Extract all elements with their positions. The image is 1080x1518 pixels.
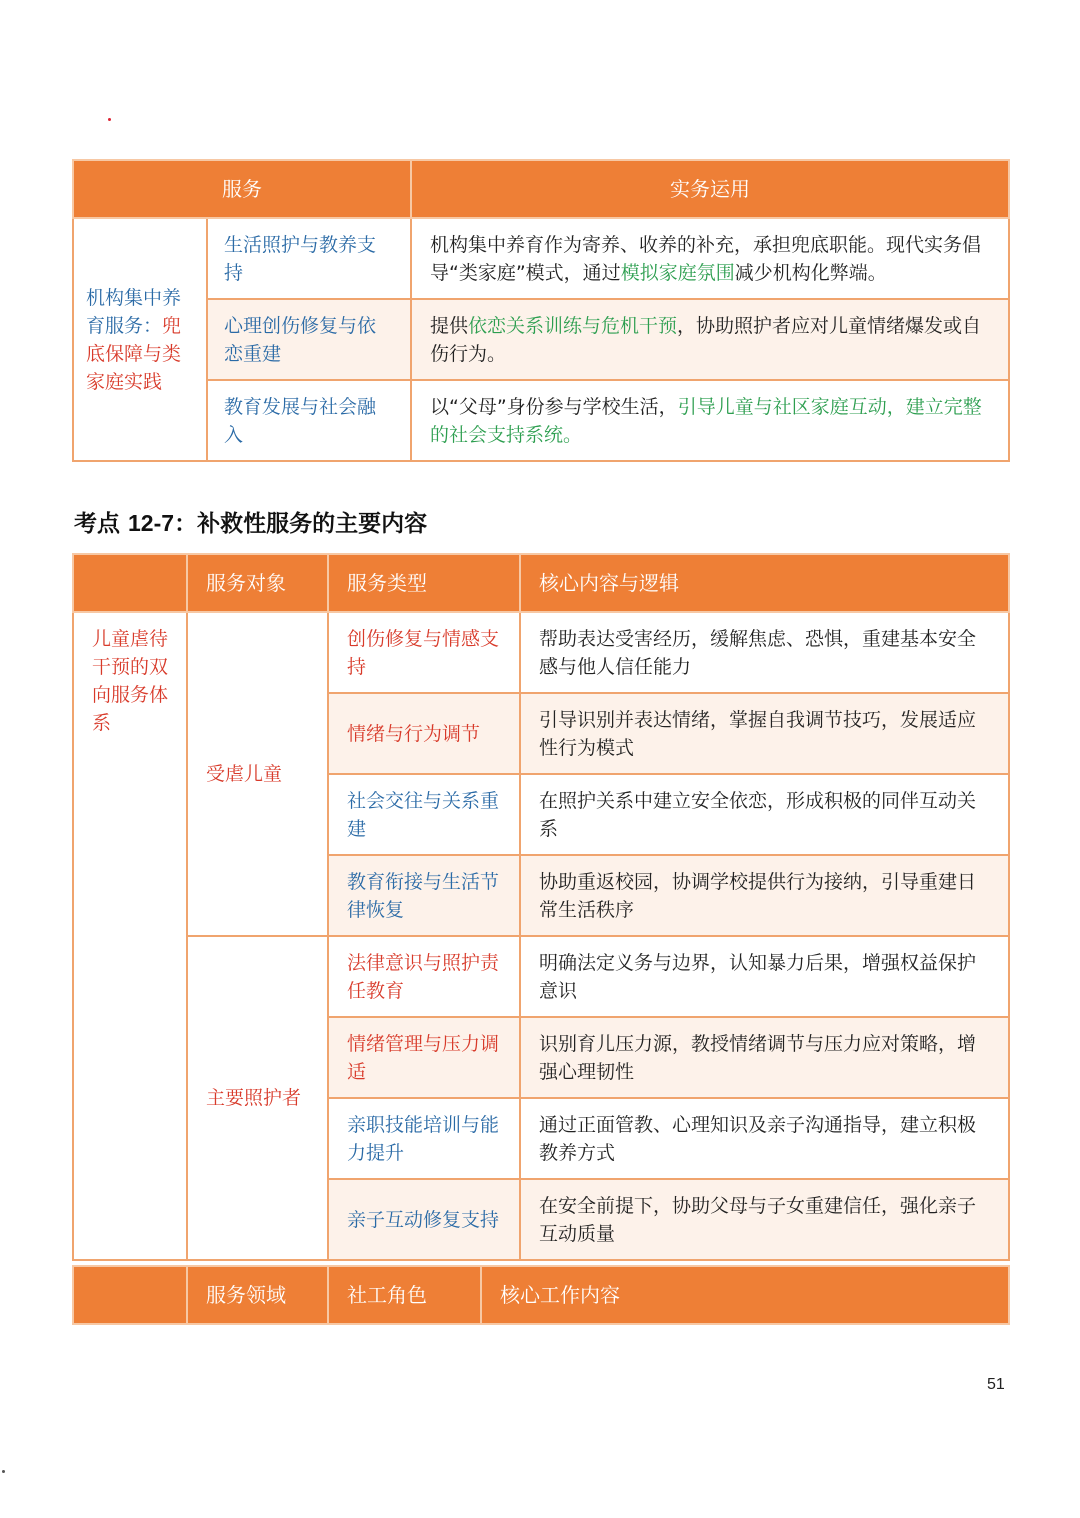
content-cell: 引导识别并表达情绪，掌握自我调节技巧，发展适应性行为模式 (520, 693, 1009, 774)
content-highlight: 依恋关系训练与危机干预 (468, 314, 678, 337)
content-text: 机构集中养育作为寄养、收养的补充，承担兜底职能。现代实务倡导“类家庭”模式，通过 (430, 233, 982, 284)
content-cell: 帮助表达受害经历，缓解焦虑、恐惧，重建基本安全感与他人信任能力 (520, 612, 1009, 693)
heading-number: 12-7 (128, 510, 175, 536)
content-cell (411, 218, 1009, 299)
header-practice: 实务运用 (411, 160, 1009, 218)
service-cell: 心理创伤修复与依恋重建 (207, 299, 411, 380)
type-cell: 亲子互动修复支持 (328, 1179, 520, 1260)
page-number: 51 (987, 1376, 1005, 1393)
type-cell: 亲职技能培训与能力提升 (328, 1098, 520, 1179)
main-category-cell (73, 218, 207, 461)
content-text: 提供 (430, 314, 469, 337)
service-cell: 生活照护与教养支持 (207, 218, 411, 299)
header-domain: 服务领域 (187, 1266, 328, 1324)
heading-title: ：补救性服务的主要内容 (174, 511, 428, 537)
header-core-work: 核心工作内容 (481, 1266, 1009, 1324)
header-target: 服务对象 (187, 554, 328, 612)
content-text: 减少机构化弊端。 (734, 261, 887, 284)
table-row (73, 299, 1009, 380)
content-text: ，协助照护者应对儿童情绪爆发或自伤行为。 (430, 314, 982, 365)
header-service: 服务 (73, 160, 411, 218)
content-cell: 通过正面管教、心理知识及亲子沟通指导，建立积极教养方式 (520, 1098, 1009, 1179)
type-cell: 法律意识与照护责任教育 (328, 936, 520, 1017)
header-content: 核心内容与逻辑 (520, 554, 1009, 612)
content-highlight: 引导儿童与社区家庭互动，建立完整的社会支持系统。 (430, 395, 982, 446)
section-heading (74, 505, 427, 538)
main-category-cell: 儿童虐待干预的双向服务体系 (73, 612, 187, 1260)
table-row (73, 612, 1009, 693)
table-header-row (73, 160, 1009, 218)
header-type: 服务类型 (328, 554, 520, 612)
header-blank (73, 554, 187, 612)
institutional-care-table (72, 159, 1010, 462)
table-row (73, 380, 1009, 461)
header-blank (73, 1266, 187, 1324)
header-role: 社工角色 (328, 1266, 481, 1324)
decorative-dot (108, 118, 111, 121)
content-cell (411, 299, 1009, 380)
content-cell: 明确法定义务与边界，认知暴力后果，增强权益保护意识 (520, 936, 1009, 1017)
content-cell (411, 380, 1009, 461)
type-cell: 情绪与行为调节 (328, 693, 520, 774)
decorative-dot (2, 1470, 5, 1473)
service-cell: 教育发展与社会融入 (207, 380, 411, 461)
content-cell: 在照护关系中建立安全依恋，形成积极的同伴互动关系 (520, 774, 1009, 855)
table-header-row (73, 1266, 1009, 1324)
target-cell: 主要照护者 (187, 936, 328, 1260)
content-cell: 协助重返校园，协调学校提供行为接纳，引导重建日常生活秩序 (520, 855, 1009, 936)
content-text: 以“父母”身份参与学校生活， (430, 395, 678, 418)
table-row (73, 218, 1009, 299)
remedial-services-table (72, 553, 1010, 1261)
type-cell: 创伤修复与情感支持 (328, 612, 520, 693)
content-cell: 在安全前提下，协助父母与子女重建信任，强化亲子互动质量 (520, 1179, 1009, 1260)
type-cell: 教育衔接与生活节律恢复 (328, 855, 520, 936)
target-cell: 受虐儿童 (187, 612, 328, 936)
main-category-highlight: 兜底保障与类家庭实践 (86, 314, 182, 393)
type-cell: 情绪管理与压力调适 (328, 1017, 520, 1098)
social-work-roles-table (72, 1265, 1010, 1325)
type-cell: 社会交往与关系重建 (328, 774, 520, 855)
content-cell: 识别育儿压力源，教授情绪调节与压力应对策略，增强心理韧性 (520, 1017, 1009, 1098)
table-row (73, 936, 1009, 1017)
main-category-label: 机构集中养育服务： (86, 286, 182, 337)
table-header-row (73, 554, 1009, 612)
heading-prefix: 考点 (74, 511, 129, 537)
content-highlight: 模拟家庭氛围 (620, 261, 735, 284)
